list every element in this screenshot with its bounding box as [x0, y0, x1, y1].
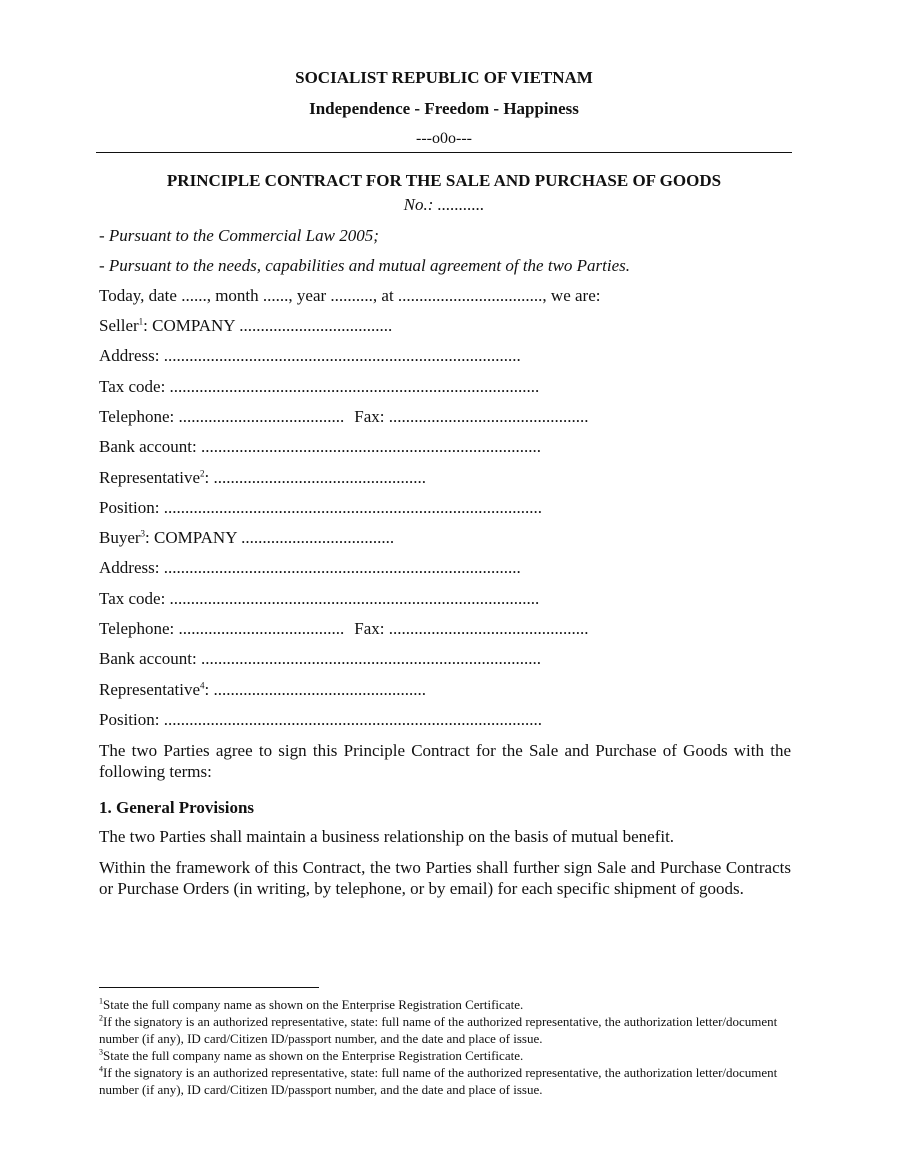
buyer-representative-label: Representative [99, 680, 201, 699]
preamble-line-1: - Pursuant to the Commercial Law 2005; [99, 226, 379, 245]
footnote-ref-1[interactable]: 1 [138, 316, 144, 327]
footnote-4 [99, 1064, 779, 1098]
footnote-text: If the signatory is an authorized representative, state: full name of the authorized representative, the authorization letter/document number (if any), ID card/Citizen ID/passport number, and the date and place of issue. [99, 1065, 778, 1097]
contract-number: No.: ........... [403, 195, 485, 214]
seller-phone-fax-line [99, 407, 791, 427]
seller-representative-label: Representative [99, 468, 201, 487]
section-1-paragraph-1: The two Parties shall maintain a business relationship on the basis of mutual benefit. [99, 827, 675, 846]
seller-representative: : .................................................. [204, 468, 426, 487]
footnote-ref-3[interactable]: 3 [140, 528, 146, 539]
footnote-ref-2[interactable]: 2 [200, 468, 205, 479]
seller-position: Position: ......................................................................................... [99, 498, 542, 517]
buyer-phone-fax-line [99, 619, 791, 639]
footnote-number: 3 [99, 1047, 103, 1057]
buyer-representative-line [99, 680, 791, 700]
seller-company: : COMPANY .................................... [143, 316, 393, 335]
footnote-2 [99, 1013, 779, 1047]
footnote-text: If the signatory is an authorized representative, state: full name of the authorized representative, the authorization letter/document number (if any), ID card/Citizen ID/passport number, and the date and place of issue. [99, 1014, 778, 1046]
footnote-3 [99, 1047, 779, 1064]
motto-heading: Independence - Freedom - Happiness [309, 99, 579, 118]
buyer-line [99, 528, 791, 548]
footnote-divider [99, 987, 319, 988]
buyer-fax: Fax: ............................................... [354, 619, 589, 638]
preamble-line-2: - Pursuant to the needs, capabilities and mutual agreement of the two Parties. [99, 256, 631, 275]
agreement-paragraph: The two Parties agree to sign this Principle Contract for the Sale and Purchase of Goods with the following terms: [99, 741, 791, 781]
buyer-representative: : .................................................. [204, 680, 426, 699]
buyer-position: Position: ......................................................................................... [99, 710, 542, 729]
footnote-number: 4 [99, 1064, 103, 1074]
seller-line [99, 316, 791, 336]
buyer-tax-code: Tax code: ....................................................................................... [99, 589, 540, 608]
footnote-number: 2 [99, 1013, 103, 1023]
footnote-1 [99, 996, 779, 1013]
ornament-separator: ---o0o--- [416, 130, 472, 147]
seller-telephone: Telephone: ....................................... [99, 407, 345, 426]
footnote-number: 1 [99, 996, 103, 1006]
buyer-label: Buyer [99, 528, 141, 547]
seller-label: Seller [99, 316, 139, 335]
buyer-address: Address: .................................................................................... [99, 558, 521, 577]
section-1-heading: 1. General Provisions [99, 798, 255, 817]
footnote-text: State the full company name as shown on the Enterprise Registration Certificate. [103, 997, 524, 1012]
buyer-company: : COMPANY .................................... [145, 528, 395, 547]
seller-representative-line [99, 468, 791, 488]
buyer-bank-account: Bank account: ................................................................................ [99, 649, 541, 668]
seller-bank-account: Bank account: ................................................................................ [99, 437, 541, 456]
country-heading: SOCIALIST REPUBLIC OF VIETNAM [295, 68, 593, 87]
section-1-paragraph-2: Within the framework of this Contract, the two Parties shall further sign Sale and Purchase Contracts or Purchase Orders (in writing, by telephone, or by email) for each specific shipment of goods. [99, 858, 791, 898]
contract-title: PRINCIPLE CONTRACT FOR THE SALE AND PURCHASE OF GOODS [166, 171, 722, 190]
seller-fax: Fax: ............................................... [354, 407, 589, 426]
footnotes [99, 996, 779, 1098]
footnote-ref-4[interactable]: 4 [200, 680, 205, 691]
seller-tax-code: Tax code: ....................................................................................... [99, 377, 540, 396]
footnote-text: State the full company name as shown on the Enterprise Registration Certificate. [103, 1048, 524, 1063]
buyer-telephone: Telephone: ....................................... [99, 619, 345, 638]
header-divider [96, 152, 792, 153]
date-line: Today, date ......, month ......, year .........., at .................................., we are: [99, 286, 601, 305]
seller-address: Address: .................................................................................... [99, 346, 521, 365]
